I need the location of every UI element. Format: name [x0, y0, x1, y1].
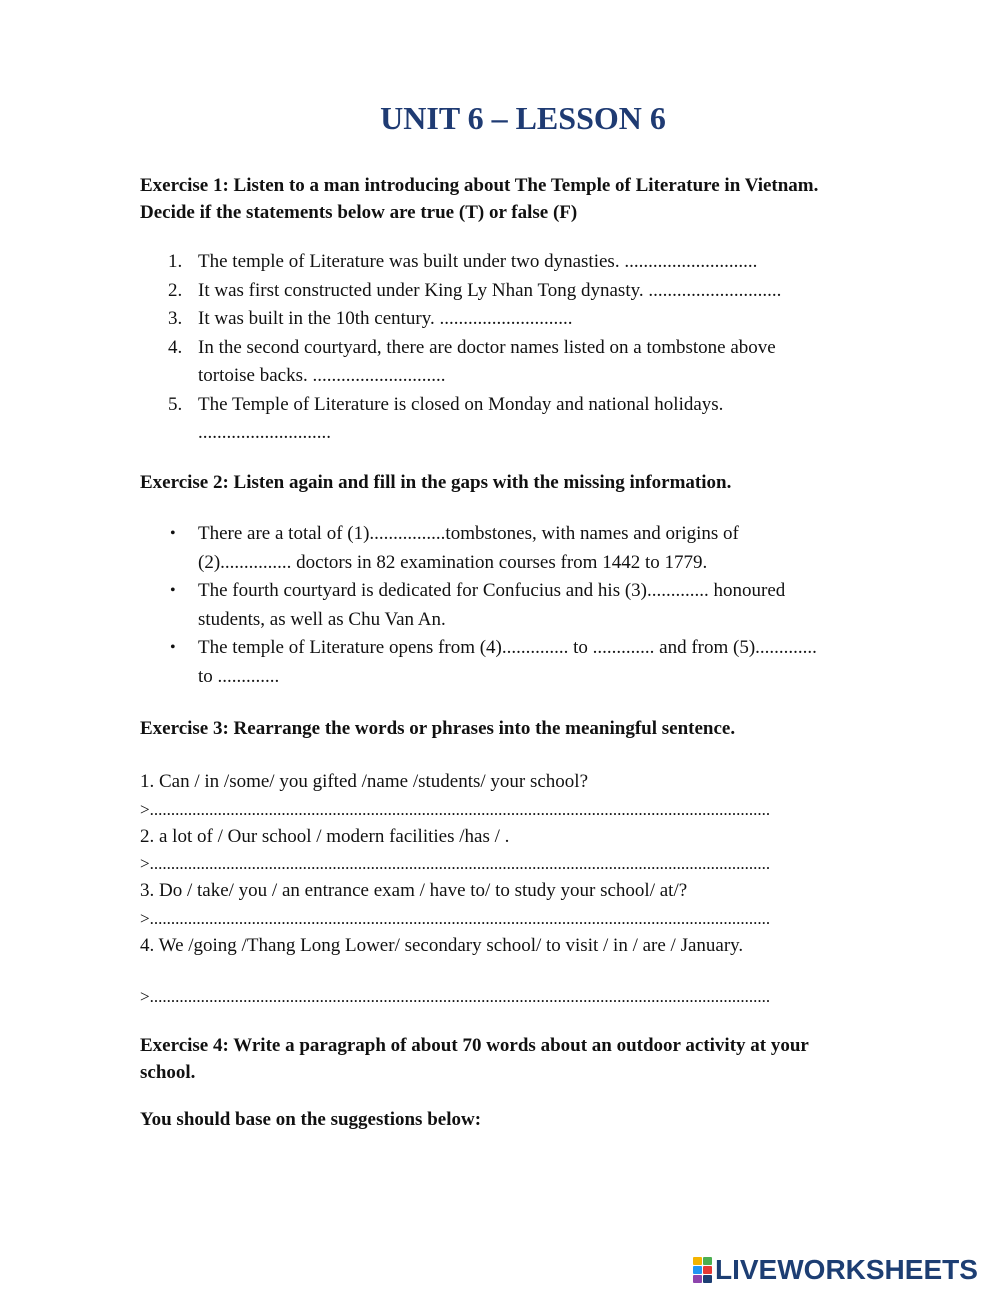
- bullet: •: [170, 525, 176, 542]
- item-number: 5.: [168, 393, 183, 415]
- answer-line[interactable]: >..................................................................................................................................................: [140, 987, 771, 1006]
- exercise-2-heading: Exercise 2: Listen again and fill in the gaps with the missing information.: [140, 472, 732, 493]
- item-number: 2.: [168, 279, 183, 301]
- exercise-4-heading: Exercise 4: Write a paragraph of about 70 words about an outdoor activity at your: [140, 1035, 809, 1056]
- question-prompt: 4. We /going /Thang Long Lower/ secondary school/ to visit / in / are / January.: [140, 934, 744, 956]
- question-prompt: 3. Do / take/ you / an entrance exam / have to/ to study your school/ at/?: [140, 880, 688, 901]
- exercise-2: [140, 469, 910, 691]
- list-item: [140, 520, 910, 577]
- exercise-3-heading: Exercise 3: Rearrange the words or phrases into the meaningful sentence.: [140, 718, 736, 739]
- list-item: [140, 577, 910, 634]
- exercise-1-subheading: Decide if the statements below are true (T) or false (F): [140, 202, 578, 223]
- answer-line[interactable]: >..................................................................................................................................................: [140, 908, 771, 928]
- list-item: [140, 391, 910, 448]
- liveworksheets-logo-icon: [693, 1257, 711, 1283]
- item-text-continued: students, as well as Chu Van An.: [198, 608, 446, 630]
- list-item: [140, 248, 910, 277]
- logo-block-icon: [703, 1257, 712, 1265]
- bullet: •: [170, 639, 176, 656]
- answer-line[interactable]: >..................................................................................................................................................: [140, 854, 771, 873]
- exercise-1-list: [140, 248, 910, 448]
- list-item: [140, 634, 910, 691]
- item-text-continued: ............................: [198, 422, 331, 443]
- item-text: The temple of Literature was built under two dynasties. ............................: [198, 251, 758, 272]
- exercise-4: [140, 1032, 910, 1133]
- item-text: It was built in the 10th century. ............................: [198, 308, 573, 329]
- item-text: The fourth courtyard is dedicated for Confucius and his (3)............. honoured: [198, 580, 786, 601]
- bullet: •: [170, 582, 176, 599]
- question-prompt: 2. a lot of / Our school / modern facilities /has / .: [140, 825, 510, 847]
- logo-block-icon: [693, 1275, 702, 1283]
- item-text-continued: (2)............... doctors in 82 examination courses from 1442 to 1779.: [198, 551, 708, 573]
- item-text: It was first constructed under King Ly Nhan Tong dynasty. ............................: [198, 279, 782, 301]
- list-item: [140, 334, 910, 391]
- item-text-continued: tortoise backs. ............................: [198, 365, 446, 386]
- exercise-4-instruction: You should base on the suggestions below:: [140, 1109, 482, 1130]
- item-text: The Temple of Literature is closed on Monday and national holidays.: [198, 393, 724, 415]
- item-text: In the second courtyard, there are doctor names listed on a tombstone above: [198, 336, 776, 358]
- page-title: UNIT 6 – LESSON 6: [380, 100, 666, 136]
- exercise-3: [140, 715, 910, 1010]
- exercise-1-heading: Exercise 1: Listen to a man introducing about The Temple of Literature in Vietnam.: [140, 175, 819, 196]
- logo-block-icon: [693, 1257, 702, 1265]
- exercise-4-heading-continued: school.: [140, 1062, 196, 1083]
- liveworksheets-logo[interactable]: [693, 1256, 978, 1284]
- logo-block-icon: [703, 1275, 712, 1283]
- list-item: [140, 305, 910, 334]
- item-number: 1.: [168, 251, 183, 272]
- exercise-2-list: [140, 520, 910, 691]
- logo-block-icon: [693, 1266, 702, 1274]
- question-prompt: 1. Can / in /some/ you gifted /name /students/ your school?: [140, 771, 589, 792]
- item-text: There are a total of (1)................tombstones, with names and origins of: [198, 523, 739, 544]
- item-text-continued: to .............: [198, 665, 280, 687]
- item-number: 4.: [168, 336, 183, 358]
- logo-text: LIVEWORKSHEETS: [715, 1254, 978, 1285]
- item-text: The temple of Literature opens from (4).............. to ............. and from (5).............: [198, 637, 817, 658]
- list-item: [140, 277, 910, 306]
- item-number: 3.: [168, 308, 183, 329]
- logo-block-icon: [703, 1266, 712, 1274]
- answer-line[interactable]: >..................................................................................................................................................: [140, 799, 771, 819]
- exercise-1: [140, 172, 910, 448]
